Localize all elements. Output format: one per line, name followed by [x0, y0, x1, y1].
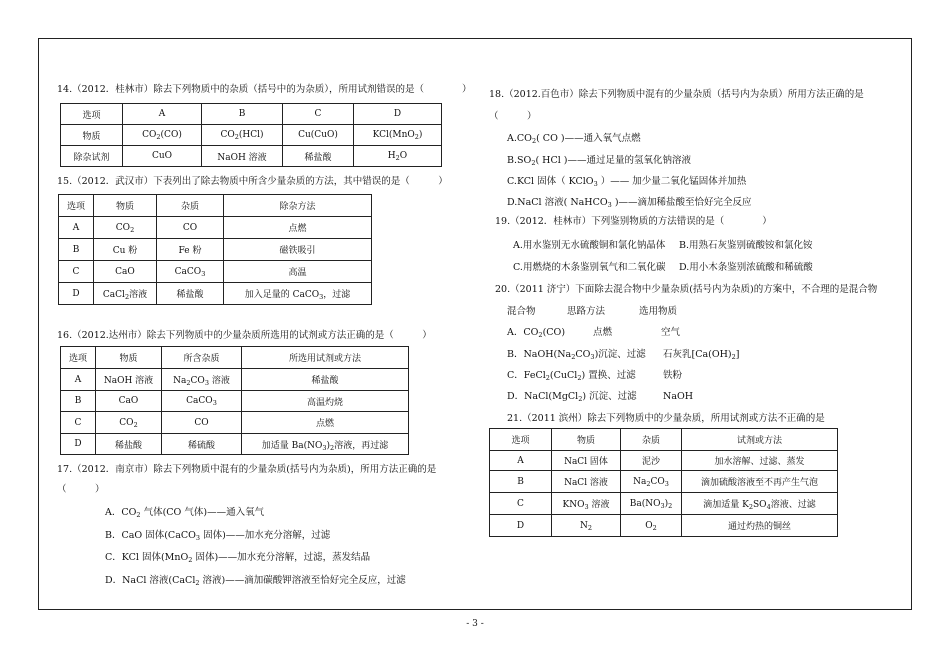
table-cell: 稀盐酸 [157, 283, 224, 305]
q17-option-d: D．NaCl 溶液(CaCl$_2$ 溶液)——滴加碳酸钾溶液至恰好完全反应，过滤 [105, 575, 406, 587]
table-row [490, 515, 838, 537]
table-cell: 高温灼烧 [242, 391, 409, 412]
table-cell: NaOH 溶液 [96, 369, 162, 391]
q19-stem: 19.（2012．桂林市）下列鉴别物质的方法错误的是（ ） [495, 216, 772, 227]
table-header-cell: 除杂方法 [224, 195, 372, 217]
table-cell: D [490, 515, 552, 537]
table-cell: $CO_2(CO)$ [123, 125, 202, 146]
table-cell: 点燃 [224, 217, 372, 239]
table-cell: B [61, 391, 96, 412]
table-cell: 稀盐酸 [283, 146, 354, 167]
table-header-cell: 杂质 [621, 429, 682, 451]
table-header-cell: 所选用试剂或方法 [242, 347, 409, 369]
table-cell: CuO [123, 146, 202, 167]
table-row [61, 369, 409, 391]
q18-option-c: C.KCl 固体（ KClO$_3$ ）—— 加少量二氧化锰固体并加热 [507, 176, 747, 188]
table-cell: NaOH 溶液 [202, 146, 283, 167]
table-cell: 加入足量的 CaCO$_3$，过滤 [224, 283, 372, 305]
table-cell: Cu 粉 [94, 239, 157, 261]
q17-stem-paren: （ ） [57, 484, 105, 495]
table-cell: 除杂试剂 [61, 146, 123, 167]
table-cell: Cu(CuO) [283, 125, 354, 146]
table-header-cell: C [283, 104, 354, 125]
table-cell: CaCl$_2$溶液 [94, 283, 157, 305]
q19-option-d: D.用小木条鉴别浓硫酸和稀硫酸 [679, 262, 813, 273]
table-cell: $CO_2$ [94, 217, 157, 239]
table-cell: 稀盐酸 [96, 434, 162, 455]
q19-option-c: C.用燃烧的木条鉴别氧气和二氧化碳 [513, 262, 666, 273]
table-header-cell: D [354, 104, 442, 125]
table-header-cell: 所含杂质 [162, 347, 242, 369]
table-cell: 滴加适量 $K_2SO_4$溶液、过滤 [682, 493, 838, 515]
table-cell: $CO_2(HCl)$ [202, 125, 283, 146]
table-cell: B [59, 239, 94, 261]
q17-option-a: A．$CO_2$ 气体(CO 气体)——通入氧气 [105, 507, 265, 519]
q21-stem: 21.（2011 滨州）除去下列物质中的少量杂质，所用试剂或方法不正确的是 [507, 413, 825, 424]
q15-stem: 15.（2012．武汉市）下表列出了除去物质中所含少量杂质的方法，其中错误的是（ ） [57, 176, 448, 187]
q17-stem: 17.（2012．南京市）除去下列物质中混有的少量杂质(括号内为杂质)，所用方法正确的是 [57, 464, 437, 475]
q20-header-mixture: 混合物 [507, 306, 536, 317]
table-header-cell: 选项 [61, 347, 96, 369]
table-row [61, 125, 442, 146]
table-cell: 加水溶解、过滤、蒸发 [682, 451, 838, 471]
q20-row-b-reagent: 石灰乳$[Ca(OH)_2]$ [663, 349, 740, 361]
table-row [490, 451, 838, 471]
table-header-cell: 试剂或方法 [682, 429, 838, 451]
table-row [59, 283, 372, 305]
table-row [59, 261, 372, 283]
q20-header-reagent: 选用物质 [639, 306, 678, 317]
table-cell: $O_2$ [621, 515, 682, 537]
q14-stem: 14.（2012．桂林市）除去下列物质中的杂质（括号中的为杂质），所用试剂错误的是（ ） [57, 84, 472, 95]
table-cell: NaCl 固体 [552, 451, 621, 471]
q20-row-b-mixture: B．$NaOH(Na_2CO_3)$沉淀、过滤 [507, 349, 646, 361]
q20-row-a-reagent: 空气 [661, 327, 681, 338]
table-row [61, 146, 442, 167]
q19-option-a: A.用水鉴别无水硫酸铜和氯化钠晶体 [513, 240, 666, 251]
q17-option-b: B．CaO 固体(CaCO$_3$ 固体)——加水充分溶解，过滤 [105, 530, 331, 542]
table-cell: $CO_2$ [96, 412, 162, 434]
table-row [490, 493, 838, 515]
table-row [59, 217, 372, 239]
table-cell: A [59, 217, 94, 239]
table-cell: D [61, 434, 96, 455]
table-cell: CaCO$_3$ [162, 391, 242, 412]
table-cell: 磁铁吸引 [224, 239, 372, 261]
q20-header-method: 思路方法 [567, 306, 606, 317]
table-cell: $Ba(NO_3)_2$ [621, 493, 682, 515]
q20-row-d-reagent: NaOH [663, 391, 694, 402]
table-header-row [490, 429, 838, 451]
table-header-row [61, 347, 409, 369]
table-cell: $Na_2CO_3$ [621, 471, 682, 493]
table-cell: 滴加硫酸溶液至不再产生气泡 [682, 471, 838, 493]
q19-option-b: B.用熟石灰鉴别硫酸铵和氯化铵 [679, 240, 813, 251]
q18-stem-paren: （ ） [489, 111, 537, 122]
table-cell: CaO [96, 391, 162, 412]
table-cell: $N_2$ [552, 515, 621, 537]
table-cell: 稀盐酸 [242, 369, 409, 391]
q20-row-a-mixture: A．$CO_2(CO)$ [507, 327, 566, 339]
table-cell: 点燃 [242, 412, 409, 434]
table-header-cell: 选项 [61, 104, 123, 125]
table-header-cell: A [123, 104, 202, 125]
q20-stem: 20.（2011 济宁）下面除去混合物中少量杂质(括号内为杂质)的方案中，不合理的是混合物 [495, 284, 878, 295]
table-cell: C [490, 493, 552, 515]
table-cell: 通过灼热的铜丝 [682, 515, 838, 537]
page-number: - 3 - [466, 619, 484, 629]
table-cell: C [61, 412, 96, 434]
q20-row-c-mixture: C．FeCl$_2$(CuCl$_2$) 置换、过滤 [507, 370, 636, 382]
table-row [61, 391, 409, 412]
table-row [490, 471, 838, 493]
table-header-row [61, 104, 442, 125]
table-cell: $KNO_3$ 溶液 [552, 493, 621, 515]
q20-row-d-mixture: D．NaCl(MgCl$_2$) 沉淀、过滤 [507, 391, 637, 403]
table-cell: Fe 粉 [157, 239, 224, 261]
table-cell: 稀硫酸 [162, 434, 242, 455]
q18-option-a: $A.CO_2$( CO )——通入氧气点燃 [507, 133, 641, 145]
q15-table [58, 194, 372, 305]
table-cell: D [59, 283, 94, 305]
table-cell: CaCO$_3$ [157, 261, 224, 283]
table-cell: C [59, 261, 94, 283]
q18-stem: 18.（2012.百色市）除去下列物质中混有的少量杂质（括号内为杂质）所用方法正确的是 [489, 89, 864, 100]
table-cell: KCl(MnO$_2$) [354, 125, 442, 146]
table-row [61, 434, 409, 455]
table-header-cell: 物质 [94, 195, 157, 217]
q14-table [60, 103, 442, 167]
q21-table [489, 428, 838, 537]
table-cell: A [490, 451, 552, 471]
table-cell: 泥沙 [621, 451, 682, 471]
table-cell: CO [162, 412, 242, 434]
table-cell: A [61, 369, 96, 391]
q20-row-c-reagent: 铁粉 [663, 370, 683, 381]
table-cell: $H_2O$ [354, 146, 442, 167]
table-header-cell: 杂质 [157, 195, 224, 217]
table-cell: NaCl 溶液 [552, 471, 621, 493]
q16-table [60, 346, 409, 455]
table-cell: CO [157, 217, 224, 239]
table-row [59, 239, 372, 261]
table-cell: $Na_2CO_3$ 溶液 [162, 369, 242, 391]
q16-stem: 16.（2012.达州市）除去下列物质中的少量杂质所选用的试剂或方法正确的是（ ） [57, 330, 432, 341]
q18-option-b: $B.SO_2$( HCl )——通过足量的氢氧化钠溶液 [507, 155, 691, 167]
q20-row-a-method: 点燃 [593, 327, 613, 338]
table-cell: CaO [94, 261, 157, 283]
table-cell: 加适量 $Ba(NO_3)_2$溶液，再过滤 [242, 434, 409, 455]
table-row [61, 412, 409, 434]
table-header-cell: 选项 [59, 195, 94, 217]
table-header-row [59, 195, 372, 217]
table-header-cell: 物质 [552, 429, 621, 451]
table-header-cell: 物质 [96, 347, 162, 369]
table-cell: B [490, 471, 552, 493]
table-header-cell: B [202, 104, 283, 125]
q18-option-d: D.NaCl 溶液( NaHCO$_3$ )——滴加稀盐酸至恰好完全反应 [507, 197, 752, 209]
table-cell: 物质 [61, 125, 123, 146]
q17-option-c: C．KCl 固体(MnO$_2$ 固体)——加水充分溶解，过滤，蒸发结晶 [105, 552, 371, 564]
table-cell: 高温 [224, 261, 372, 283]
table-header-cell: 选项 [490, 429, 552, 451]
